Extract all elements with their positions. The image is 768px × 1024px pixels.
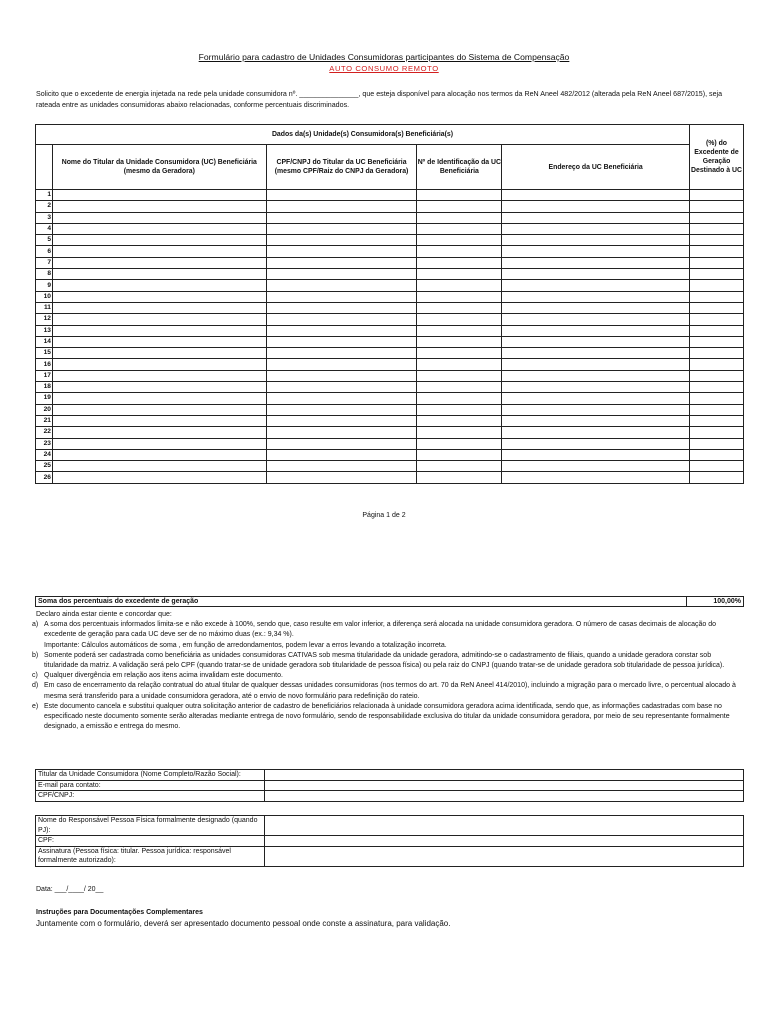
cell-cpf[interactable] [266, 393, 417, 404]
cell-address[interactable] [502, 336, 690, 347]
cell-name[interactable] [52, 438, 266, 449]
group-header: Dados da(s) Unidade(s) Consumidora(s) Beneficiária(s) [36, 125, 690, 145]
table-row [36, 223, 744, 234]
cell-name[interactable] [52, 190, 266, 201]
row-number: 18 [36, 382, 53, 393]
cell-id[interactable] [417, 212, 502, 223]
cell-address[interactable] [502, 257, 690, 268]
cell-address[interactable] [502, 314, 690, 325]
cell-cpf[interactable] [266, 461, 417, 472]
cell-id[interactable] [417, 325, 502, 336]
table-row [36, 257, 744, 268]
page-number: Página 1 de 2 [362, 512, 406, 519]
cell-address[interactable] [502, 472, 690, 483]
row-number: 1 [36, 190, 53, 201]
cell-percent[interactable] [690, 223, 744, 234]
cell-id[interactable] [417, 235, 502, 246]
table-row [36, 393, 744, 404]
cell-id[interactable] [417, 269, 502, 280]
cell-name[interactable] [52, 370, 266, 381]
table-row [36, 325, 744, 336]
cell-id[interactable] [417, 359, 502, 370]
cell-name[interactable] [52, 336, 266, 347]
intro-paragraph: Solicito que o excedente de energia injetada na rede pela unidade consumidora nº. _______________, que esteja disponível para alocação nos termos da ReN Aneel 482/2012 (alterada pela ReN Aneel 687/2015), seja rateada entre as unidades consumidoras abaixo relacionadas, conforme percentuais discriminados. [36, 90, 723, 109]
cell-address[interactable] [502, 269, 690, 280]
cell-address[interactable] [502, 291, 690, 302]
table-row [36, 336, 744, 347]
row-number: 16 [36, 359, 53, 370]
row-number: 20 [36, 404, 53, 415]
item-text: Este documento cancela e substitui qualquer outra solicitação anterior de cadastro de beneficiários relacionada à unidade consumidora geradora acima identificada, sendo que, as informações cadastradas com base no especificado neste documento somente serão alteradas mediante entrega de novo formulário, sendo de responsabilidade exclusiva do titular da unidade consumidora geradora, por meio de seu representante formalmente designado, a emissão e entrega do mesmo. [44, 702, 730, 731]
row-number: 23 [36, 438, 53, 449]
cell-id[interactable] [417, 257, 502, 268]
column-header-address: Endereço da UC Beneficiária [502, 145, 690, 190]
cell-address[interactable] [502, 393, 690, 404]
row-number: 6 [36, 246, 53, 257]
item-letter: b) [32, 651, 39, 659]
cell-cpf[interactable] [266, 370, 417, 381]
holder-field[interactable] [265, 770, 744, 781]
cell-percent[interactable] [690, 235, 744, 246]
cell-id[interactable] [417, 201, 502, 212]
table-row [36, 302, 744, 313]
cell-name[interactable] [52, 382, 266, 393]
cell-id[interactable] [417, 393, 502, 404]
cell-cpf[interactable] [266, 438, 417, 449]
column-header-id: Nº de Identificação da UC Beneficiária [417, 145, 502, 190]
cell-id[interactable] [417, 280, 502, 291]
cell-cpf[interactable] [266, 314, 417, 325]
cell-cpf[interactable] [266, 325, 417, 336]
cell-cpf[interactable] [266, 415, 417, 426]
row-number: 10 [36, 291, 53, 302]
cell-name[interactable] [52, 280, 266, 291]
responsible-field[interactable] [265, 816, 744, 836]
table-row [36, 461, 744, 472]
table-row [36, 269, 744, 280]
cell-address[interactable] [502, 246, 690, 257]
cell-id[interactable] [417, 336, 502, 347]
cell-address[interactable] [502, 235, 690, 246]
responsible-field[interactable] [265, 846, 744, 866]
declaration-item [32, 651, 744, 671]
cell-name[interactable] [52, 302, 266, 313]
table-row [36, 438, 744, 449]
cell-name[interactable] [52, 449, 266, 460]
cell-cpf[interactable] [266, 269, 417, 280]
declaration-lead: Declaro ainda estar ciente e concordar que: [36, 611, 172, 618]
column-header-name: Nome do Titular da Unidade Consumidora (UC) Beneficiária (mesmo da Geradora) [52, 145, 266, 190]
table-row [36, 415, 744, 426]
table-row [36, 382, 744, 393]
cell-percent[interactable] [690, 212, 744, 223]
cell-id[interactable] [417, 223, 502, 234]
cell-name[interactable] [52, 257, 266, 268]
row-number: 9 [36, 280, 53, 291]
cell-name[interactable] [52, 235, 266, 246]
table-row [36, 280, 744, 291]
responsible-row [36, 836, 744, 847]
cell-name[interactable] [52, 427, 266, 438]
sum-value: 100,00% [687, 597, 744, 607]
row-number: 26 [36, 472, 53, 483]
cell-id[interactable] [417, 348, 502, 359]
responsible-row [36, 846, 744, 866]
cell-cpf[interactable] [266, 190, 417, 201]
row-number: 24 [36, 449, 53, 460]
cell-name[interactable] [52, 359, 266, 370]
form-subtitle: AUTO CONSUMO REMOTO [329, 64, 439, 73]
cell-cpf[interactable] [266, 449, 417, 460]
declaration [32, 610, 744, 732]
row-number: 15 [36, 348, 53, 359]
table-row [36, 212, 744, 223]
cell-cpf[interactable] [266, 359, 417, 370]
cell-address[interactable] [502, 325, 690, 336]
cell-percent[interactable] [690, 404, 744, 415]
table-row [36, 359, 744, 370]
cell-cpf[interactable] [266, 302, 417, 313]
table-row [36, 404, 744, 415]
cell-name[interactable] [52, 212, 266, 223]
row-number: 2 [36, 201, 53, 212]
item-text: Qualquer divergência em relação aos itens acima invalidam este documento. [44, 672, 283, 680]
item-text: A soma dos percentuais informados limita-se e não excede à 100%, sendo que, caso resulte em valor inferior, a diferença será alocada na unidade consumidora geradora. O número de casas decimais de alocação do excedente de geração para cada UC deve ser de no máximo duas (ex.: 9,34 %). [44, 621, 717, 639]
cell-percent[interactable] [690, 280, 744, 291]
table-row [36, 235, 744, 246]
holder-table [35, 769, 744, 802]
row-number: 19 [36, 393, 53, 404]
table-row [36, 201, 744, 212]
responsible-label: Nome do Responsável Pessoa Física formalmente designado (quando PJ): [36, 816, 265, 836]
item-note: Importante: Cálculos automáticos de soma , em função de arredondamentos, podem levar a erros levando a totalização incorreta. [44, 641, 447, 649]
cell-cpf[interactable] [266, 291, 417, 302]
item-letter: e) [32, 702, 39, 710]
cell-cpf[interactable] [266, 223, 417, 234]
holder-field[interactable] [265, 780, 744, 791]
cell-cpf[interactable] [266, 472, 417, 483]
row-number: 17 [36, 370, 53, 381]
percent-header: (%) do Excedente de Geração Destinado à UC [690, 125, 744, 190]
holder-label: Titular da Unidade Consumidora (Nome Completo/Razão Social): [36, 770, 265, 781]
cell-cpf[interactable] [266, 212, 417, 223]
cell-address[interactable] [502, 382, 690, 393]
item-text: Em caso de encerramento da relação contratual do atual titular de qualquer dessas unidades consumidoras (nos termos do art. 70 da ReN Aneel 414/2010), incluindo a migração para o mercado livre, o percentual alocado à mesma será transferido para a unidade consumidora geradora, até o envio de novo formulário para redefinição do rateio. [44, 682, 736, 700]
cell-percent[interactable] [690, 393, 744, 404]
cell-name[interactable] [52, 348, 266, 359]
responsible-field[interactable] [265, 836, 744, 847]
cell-percent[interactable] [690, 257, 744, 268]
cell-id[interactable] [417, 291, 502, 302]
cell-name[interactable] [52, 461, 266, 472]
cell-name[interactable] [52, 314, 266, 325]
cell-cpf[interactable] [266, 280, 417, 291]
cell-percent[interactable] [690, 246, 744, 257]
item-text: Somente poderá ser cadastrada como beneficiária as unidades consumidoras CATIVAS sob mesma titularidade da unidade geradora, admitindo-se o cadastramento de filiais, quando a unidade geradora constar sob titularidade da matriz. A validação será pelo CPF (quando tratar-se de unidade geradora sob titularidade de pessoa física) ou pela raiz do CNPJ (quando tratar-se de unidade geradora sob titularidade de pessoa jurídica). [44, 651, 725, 670]
row-number: 22 [36, 427, 53, 438]
cell-name[interactable] [52, 291, 266, 302]
cell-cpf[interactable] [266, 336, 417, 347]
holder-row [36, 791, 744, 802]
cell-address[interactable] [502, 302, 690, 313]
cell-address[interactable] [502, 348, 690, 359]
cell-name[interactable] [52, 201, 266, 212]
cell-id[interactable] [417, 449, 502, 460]
beneficiary-table [35, 124, 744, 484]
cell-cpf[interactable] [266, 246, 417, 257]
row-number: 21 [36, 415, 53, 426]
cell-name[interactable] [52, 269, 266, 280]
cell-address[interactable] [502, 449, 690, 460]
table-row [36, 427, 744, 438]
declaration-item [32, 671, 744, 681]
responsible-label: CPF: [36, 836, 265, 847]
holder-row [36, 770, 744, 781]
cell-name[interactable] [52, 325, 266, 336]
cell-percent[interactable] [690, 201, 744, 212]
cell-address[interactable] [502, 190, 690, 201]
row-number: 8 [36, 269, 53, 280]
cell-address[interactable] [502, 359, 690, 370]
cell-cpf[interactable] [266, 427, 417, 438]
row-number: 11 [36, 302, 53, 313]
cell-cpf[interactable] [266, 382, 417, 393]
sum-table [35, 596, 744, 607]
cell-id[interactable] [417, 302, 502, 313]
instructions-title: Instruções para Documentações Complementares [36, 909, 203, 916]
cell-id[interactable] [417, 382, 502, 393]
row-number: 7 [36, 257, 53, 268]
cell-id[interactable] [417, 472, 502, 483]
cell-cpf[interactable] [266, 404, 417, 415]
row-number-header [36, 145, 53, 190]
cell-percent[interactable] [690, 291, 744, 302]
cell-percent[interactable] [690, 325, 744, 336]
cell-percent[interactable] [690, 415, 744, 426]
cell-percent[interactable] [690, 359, 744, 370]
declaration-item [32, 681, 744, 701]
cell-id[interactable] [417, 415, 502, 426]
cell-address[interactable] [502, 438, 690, 449]
cell-name[interactable] [52, 393, 266, 404]
cell-address[interactable] [502, 223, 690, 234]
responsible-row [36, 816, 744, 836]
table-row [36, 370, 744, 381]
cell-percent[interactable] [690, 190, 744, 201]
cell-id[interactable] [417, 427, 502, 438]
cell-cpf[interactable] [266, 348, 417, 359]
cell-id[interactable] [417, 370, 502, 381]
date-line: Data: ___/____/ 20__ [36, 886, 104, 893]
cell-percent[interactable] [690, 427, 744, 438]
table-row [36, 314, 744, 325]
row-number: 5 [36, 235, 53, 246]
cell-id[interactable] [417, 246, 502, 257]
holder-label: E-mail para contato: [36, 780, 265, 791]
responsible-label: Assinatura (Pessoa física: titular. Pessoa jurídica: responsável formalmente autorizado): [36, 846, 265, 866]
cell-percent[interactable] [690, 348, 744, 359]
table-row [36, 246, 744, 257]
table-row [36, 472, 744, 483]
cell-percent[interactable] [690, 302, 744, 313]
holder-row [36, 780, 744, 791]
sum-label: Soma dos percentuais do excedente de geração [36, 597, 687, 607]
cell-name[interactable] [52, 472, 266, 483]
cell-percent[interactable] [690, 370, 744, 381]
item-letter: c) [32, 672, 38, 680]
cell-name[interactable] [52, 404, 266, 415]
cell-id[interactable] [417, 314, 502, 325]
cell-id[interactable] [417, 461, 502, 472]
responsible-table [35, 815, 744, 867]
cell-percent[interactable] [690, 336, 744, 347]
item-letter: d) [32, 682, 39, 690]
cell-address[interactable] [502, 461, 690, 472]
cell-percent[interactable] [690, 449, 744, 460]
cell-address[interactable] [502, 212, 690, 223]
cell-name[interactable] [52, 246, 266, 257]
cell-percent[interactable] [690, 314, 744, 325]
cell-name[interactable] [52, 415, 266, 426]
table-row [36, 190, 744, 201]
cell-address[interactable] [502, 280, 690, 291]
column-header-cpf: CPF/CNPJ do Titular da UC Beneficiária (mesmo CPF/Raiz do CNPJ da Geradora) [266, 145, 417, 190]
cell-cpf[interactable] [266, 201, 417, 212]
cell-address[interactable] [502, 404, 690, 415]
form-title: Formulário para cadastro de Unidades Consumidoras participantes do Sistema de Compensação [198, 52, 570, 62]
cell-percent[interactable] [690, 269, 744, 280]
cell-cpf[interactable] [266, 235, 417, 246]
declaration-item [32, 620, 744, 651]
row-number: 13 [36, 325, 53, 336]
cell-address[interactable] [502, 415, 690, 426]
cell-id[interactable] [417, 438, 502, 449]
row-number: 25 [36, 461, 53, 472]
cell-percent[interactable] [690, 382, 744, 393]
row-number: 3 [36, 212, 53, 223]
cell-address[interactable] [502, 370, 690, 381]
table-row [36, 291, 744, 302]
holder-label: CPF/CNPJ: [36, 791, 265, 802]
cell-cpf[interactable] [266, 257, 417, 268]
item-letter: a) [32, 621, 39, 629]
cell-id[interactable] [417, 190, 502, 201]
holder-field[interactable] [265, 791, 744, 802]
table-row [36, 449, 744, 460]
cell-percent[interactable] [690, 461, 744, 472]
declaration-item [32, 702, 744, 733]
cell-address[interactable] [502, 201, 690, 212]
cell-name[interactable] [52, 223, 266, 234]
cell-percent[interactable] [690, 438, 744, 449]
row-number: 14 [36, 336, 53, 347]
row-number: 12 [36, 314, 53, 325]
table-row [36, 348, 744, 359]
instructions-text: Juntamente com o formulário, deverá ser apresentado documento pessoal onde conste a assinatura, para validação. [36, 919, 451, 928]
row-number: 4 [36, 223, 53, 234]
cell-id[interactable] [417, 404, 502, 415]
cell-address[interactable] [502, 427, 690, 438]
cell-percent[interactable] [690, 472, 744, 483]
